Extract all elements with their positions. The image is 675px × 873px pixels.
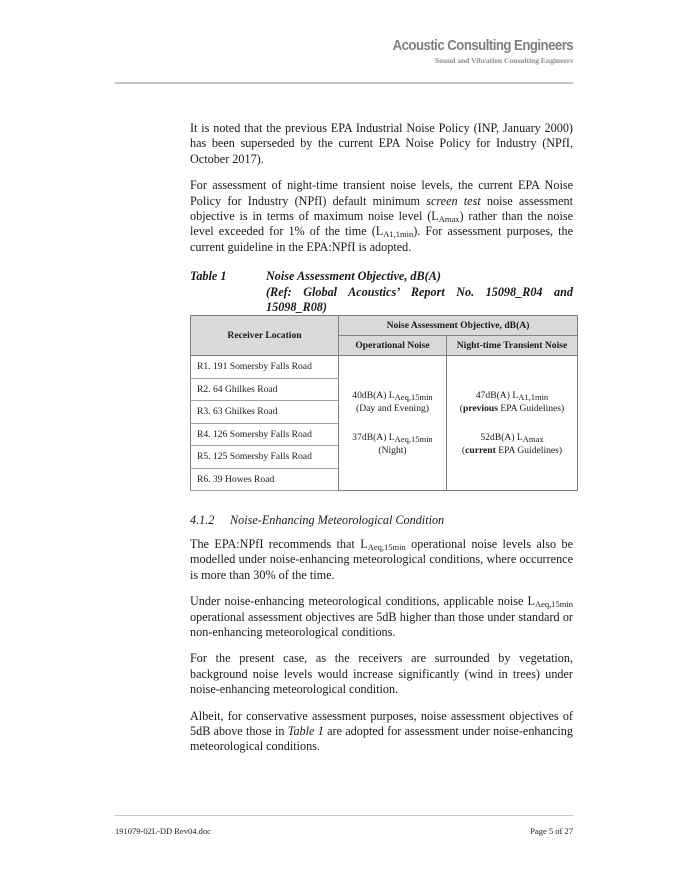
paragraph: Under noise-enhancing meteorological conditions, applicable noise $L_{Aeq,15min}$ operational assessment objectives are 5dB higher than those under standard or non-enhancing meteorological conditions. — [190, 594, 573, 640]
noise-objective-table — [190, 315, 578, 491]
table-row: R4. 126 Somersby Falls Road — [191, 423, 339, 446]
table-row: R1. 191 Somersby Falls Road — [191, 356, 339, 379]
transient-cell: 47dB(A) $L_{A1,1min}$ (previous EPA Guidelines) 52dB(A) $L_{Amax}$ (current EPA Guidelines) — [447, 356, 578, 491]
paragraph: It is noted that the previous EPA Industrial Noise Policy (INP, January 2000) has been superseded by the current EPA Noise Policy for Industry (NPfI, October 2017). — [190, 121, 573, 166]
operational-cell: 40dB(A) $L_{Aeq,15min}$ (Day and Evening) 37dB(A) $L_{Aeq,15min}$ (Night) — [339, 356, 447, 491]
table-caption — [190, 269, 573, 284]
section-title: Noise-Enhancing Meteorological Condition — [230, 513, 445, 527]
table-number: Table 1 — [190, 269, 227, 284]
header-objective: Noise Assessment Objective, dB(A) — [339, 316, 578, 336]
section-body — [190, 537, 573, 766]
body-text — [190, 121, 573, 315]
table-reference: (Ref: Global Acoustics’ Report No. 15098_R04 and 15098_R08) — [266, 284, 573, 314]
company-name: Acoustic Consulting Engineers — [392, 37, 573, 54]
section-number: 4.1.2 — [190, 513, 215, 527]
paragraph: For the present case, as the receivers are surrounded by vegetation, background noise levels would increase significantly (wind in trees) under noise-enhancing meteorological condition. — [190, 651, 573, 697]
page-number: Page 5 of 27 — [530, 826, 573, 836]
table-row: R6. 39 Howes Road — [191, 468, 339, 491]
section-heading — [190, 513, 444, 528]
header-transient: Night-time Transient Noise — [447, 336, 578, 356]
document-reference: 191079-02L-DD Rev04.doc — [115, 826, 211, 836]
paragraph: Albeit, for conservative assessment purposes, noise assessment objectives of 5dB above those in Table 1 are adopted for assessment under noise-enhancing meteorological conditions. — [190, 708, 573, 754]
company-header — [368, 37, 573, 65]
paragraph: For assessment of night-time transient noise levels, the current EPA Noise Policy for Industry (NPfI) default minimum screen test noise assessment objective is in terms of maximum noise level $(L_{Amax})$ rather than the noise level exceeded for 1% of the time $(L_{A1,1min})$. For assessment purposes, the current guideline in the EPA:NPfI is adopted. — [190, 178, 574, 254]
table-row: R5. 125 Somersby Falls Road — [191, 446, 339, 469]
header-operational: Operational Noise — [339, 336, 447, 356]
header-receiver-location: Receiver Location — [191, 316, 339, 356]
company-tagline: Sound and Vibration Consulting Engineers — [435, 56, 573, 65]
table-row: R3. 63 Ghilkes Road — [191, 401, 339, 424]
table-row: R2. 64 Ghilkes Road — [191, 378, 339, 401]
table-title: Noise Assessment Objective, dB(A) — [266, 269, 441, 284]
header-divider — [115, 82, 573, 84]
footer-divider — [115, 815, 573, 816]
paragraph: The EPA:NPfI recommends that $L_{Aeq,15min}$ operational noise levels also be modelled under noise-enhancing meteorological conditions, where occurrence is more than 30% of the time. — [190, 537, 573, 582]
